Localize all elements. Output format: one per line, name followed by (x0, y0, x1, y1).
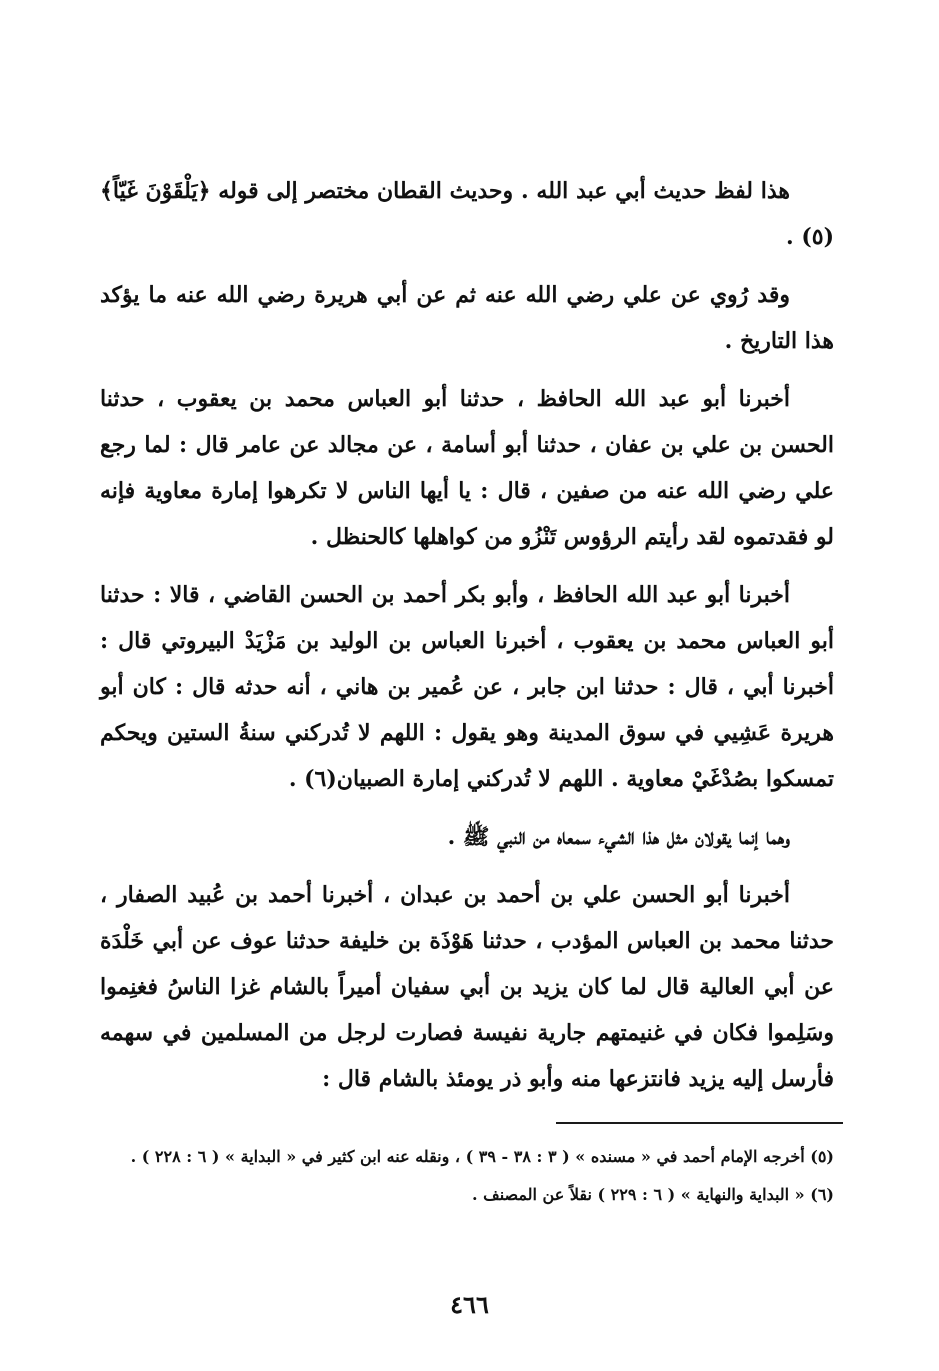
main-text (100, 168, 834, 1114)
paragraph-3: أخبرنا أبو عبد الله الحافظ ، حدثنا أبو العباس محمد بن يعقوب ، حدثنا الحسن بن علي بن عفان ، حدثنا أبو أسامة ، عن مجالد عن عامر قال : لما رجع علي رضي الله عنه من صفين ، قال : يا أيها الناس لا تكرهوا إمارة معاوية فإنه لو فقدتموه لقد رأيتم الرؤوس تَنْزُو من كواهلها كالحنظل . (100, 386, 834, 550)
page-number: ٤٦٦ (450, 1290, 489, 1319)
footnote-5: (٥) أخرجه الإمام أحمد في « مسنده » ( ٣ : ٣٨ - ٣٩ ) ، ونقله عنه ابن كثير في « البداية » ( ٦ : ٢٢٨ ) . (130, 1147, 834, 1166)
footnote-6: (٦) « البداية والنهاية » ( ٦ : ٢٢٩ ) نقلاً عن المصنف . (472, 1185, 834, 1204)
footnote-divider (556, 1122, 843, 1124)
paragraph-2: وقد رُوي عن علي رضي الله عنه ثم عن أبي هريرة رضي الله عنه ما يؤكد هذا التاريخ . (100, 282, 834, 354)
paragraph-6: أخبرنا أبو الحسن علي بن أحمد بن عبدان ، أخبرنا أحمد بن عُبيد الصفار ، حدثنا محمد بن العباس المؤدب ، حدثنا هَوْذَة بن خليفة حدثنا عوف عن أبي خَلْدَة عن أبي العالية قال لما كان يزيد بن أبي سفيان أميراً بالشام غزا الناسُ فغنِموا وسَلِموا فكان في غنيمتهم جارية نفيسة فصارت لرجل من المسلمين في سهمه فأرسل إليه يزيد فانتزعها منه وأبو ذر يومئذ بالشام قال : (100, 882, 834, 1092)
footnotes (100, 1140, 834, 1216)
paragraph-1: هذا لفظ حديث أبي عبد الله . وحديث القطان مختصر إلى قوله ﴿يَلْقَوْنَ غَيّاً﴾(٥) . (100, 178, 834, 250)
paragraph-5: وهما إنما يقولان مثل هذا الشيء سمعاه من النبي ﷺ . (447, 824, 790, 850)
paragraph-4: أخبرنا أبو عبد الله الحافظ ، وأبو بكر أحمد بن الحسن القاضي ، قالا : حدثنا أبو العباس محمد بن يعقوب ، أخبرنا العباس بن الوليد بن مَزْيَدْ البيروتي قال : أخبرنا أبي ، قال : حدثنا ابن جابر ، عن عُمير بن هاني ، أنه حدثه قال : كان أبو هريرة عَشِيي في سوق المدينة وهو يقول : اللهم لا تُدركني سنةُ الستين ويحكم تمسكوا بصُدْغَيْ معاوية . اللهم لا تُدركني إمارة الصبيان(٦) . (100, 582, 834, 792)
